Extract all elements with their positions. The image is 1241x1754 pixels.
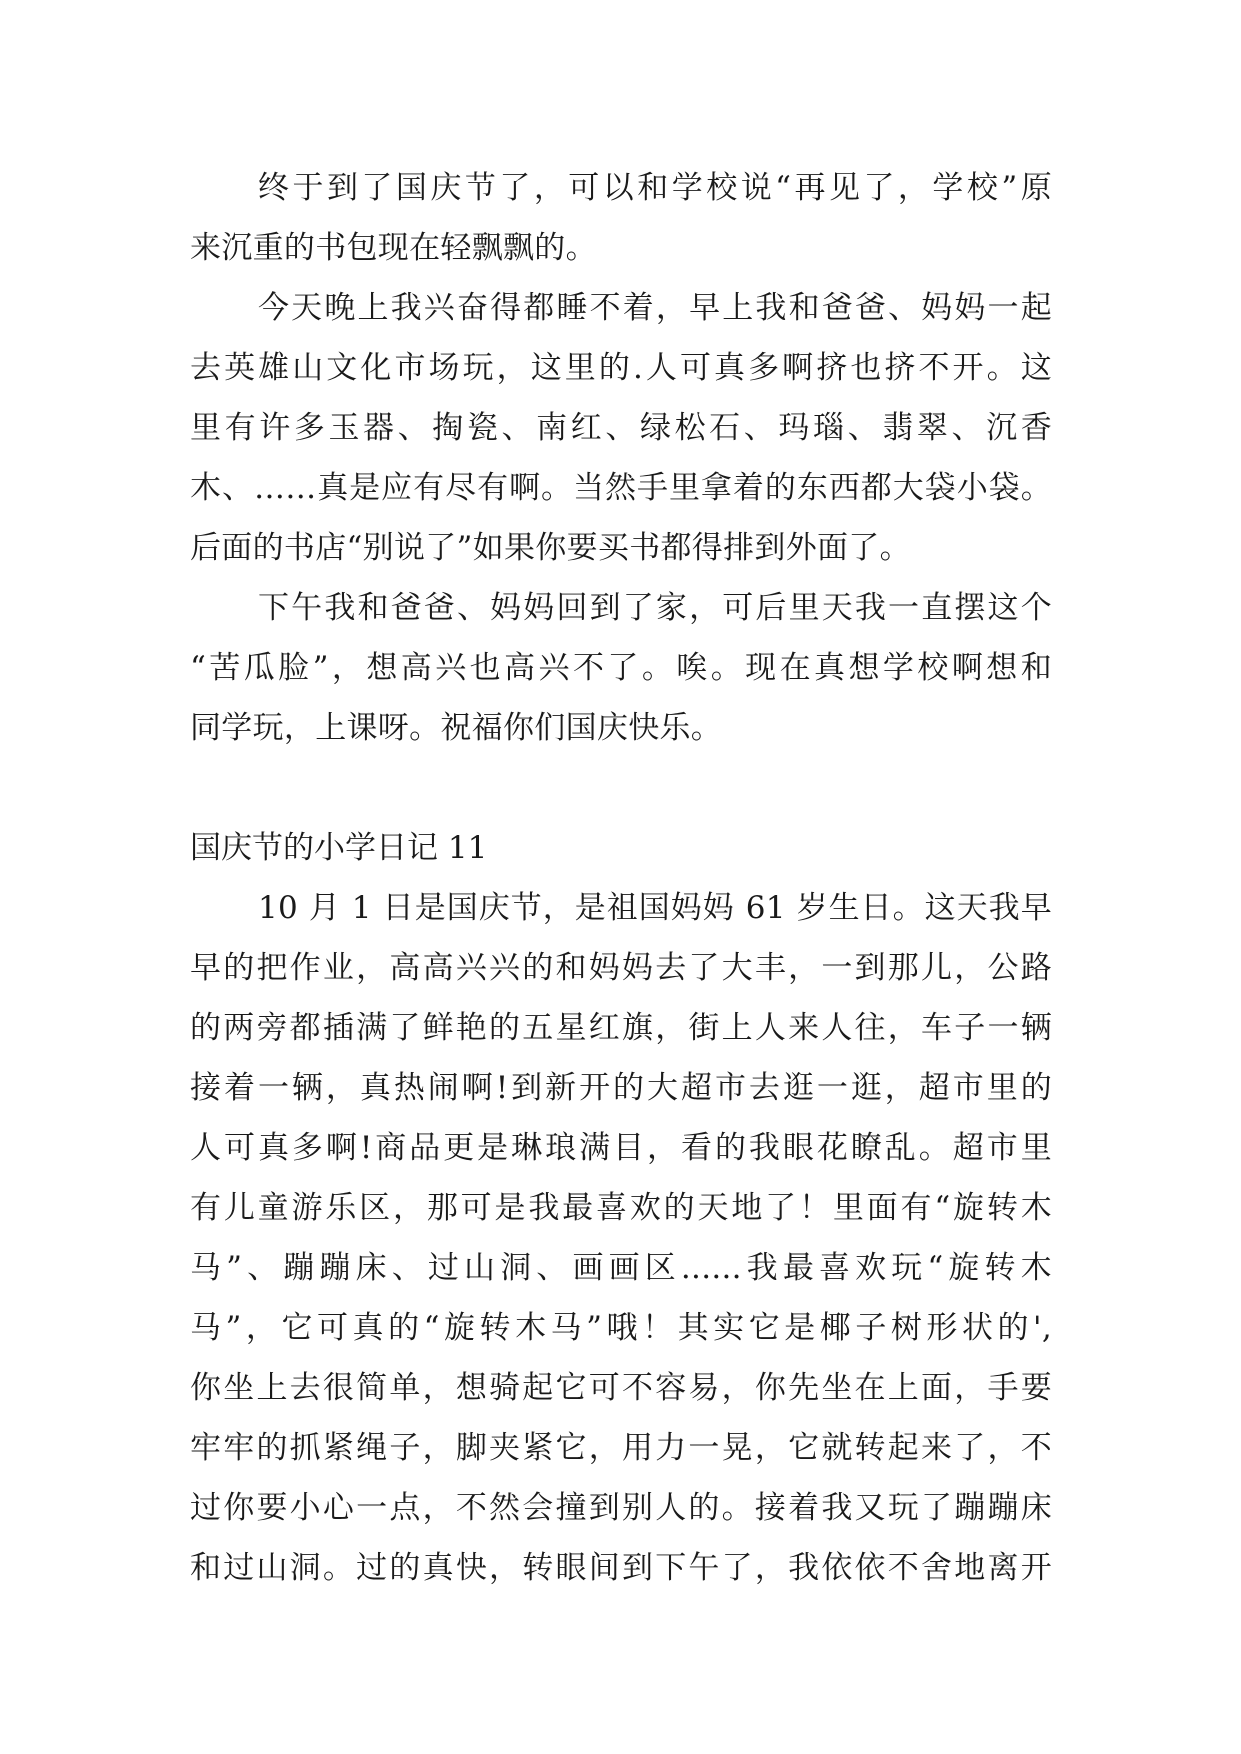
text-line: 你坐上去很简单，想骑起它可不容易，你先坐在上面，手要	[190, 1370, 1052, 1406]
section-title: 国庆节的小学日记 11	[190, 830, 488, 866]
text-line: 下午我和爸爸、妈妈回到了家，可后里天我一直摆这个	[258, 590, 1052, 626]
text-line: 10 月 1 日是国庆节，是祖国妈妈 61 岁生日。这天我早	[258, 890, 1052, 926]
paragraph	[190, 578, 1052, 758]
text-line: 来沉重的书包现在轻飘飘的。	[190, 230, 597, 266]
text-line: 人可真多啊!商品更是琳琅满目，看的我眼花瞭乱。超市里	[190, 1130, 1052, 1166]
text-line: 马”，它可真的“旋转木马”哦！其实它是椰子树形状的',	[190, 1310, 1052, 1346]
text-line: 终于到了国庆节了，可以和学校说“再见了，学校”原	[258, 170, 1052, 206]
text-line: 的两旁都插满了鲜艳的五星红旗，街上人来人往，车子一辆	[190, 1010, 1052, 1046]
text-line: 和过山洞。过的真快，转眼间到下午了，我依依不舍地离开	[190, 1550, 1052, 1586]
text-line: 牢牢的抓紧绳子，脚夹紧它，用力一晃，它就转起来了，不	[190, 1430, 1052, 1466]
blank-line	[190, 758, 1052, 818]
text-line: 接着一辆，真热闹啊!到新开的大超市去逛一逛，超市里的	[190, 1070, 1052, 1106]
text-line: 早的把作业，高高兴兴的和妈妈去了大丰，一到那儿，公路	[190, 950, 1052, 986]
text-line: 过你要小心一点，不然会撞到别人的。接着我又玩了蹦蹦床	[190, 1490, 1052, 1526]
text-line: 有儿童游乐区，那可是我最喜欢的天地了！里面有“旋转木	[190, 1190, 1052, 1226]
text-line: 里有许多玉器、掏瓷、南红、绿松石、玛瑙、翡翠、沉香	[190, 410, 1052, 446]
paragraph	[190, 278, 1052, 578]
text-line: “苦瓜脸”，想高兴也高兴不了。唉。现在真想学校啊想和	[190, 650, 1052, 686]
text-line: 去英雄山文化市场玩，这里的.人可真多啊挤也挤不开。这	[190, 350, 1052, 386]
text-line: 木、……真是应有尽有啊。当然手里拿着的东西都大袋小袋。	[190, 470, 1052, 506]
text-line: 今天晚上我兴奋得都睡不着，早上我和爸爸、妈妈一起	[258, 290, 1052, 326]
paragraph	[190, 158, 1052, 278]
paragraph	[190, 878, 1052, 1598]
text-line: 马”、蹦蹦床、过山洞、画画区......我最喜欢玩“旋转木	[190, 1250, 1052, 1286]
text-line: 同学玩，上课呀。祝福你们国庆快乐。	[190, 710, 723, 746]
text-line: 后面的书店“别说了”如果你要买书都得排到外面了。	[190, 530, 911, 566]
document-body	[190, 158, 1052, 1598]
